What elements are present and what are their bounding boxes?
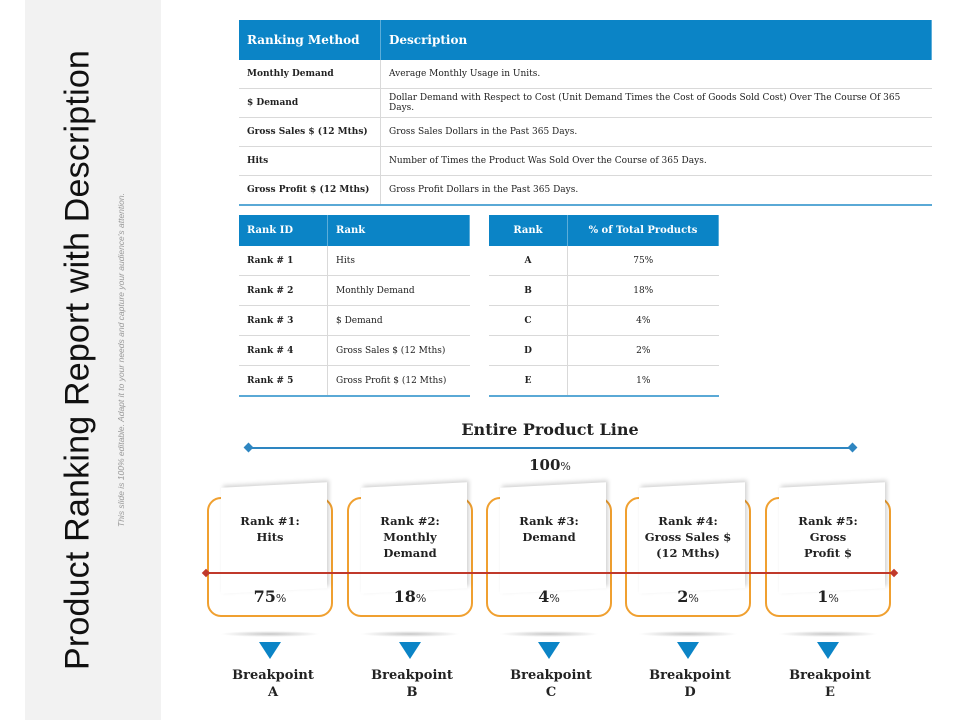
breakpoint-label-d: Breakpoint D bbox=[649, 668, 731, 700]
triangle-down-icon bbox=[399, 642, 421, 659]
slide-subtitle: This slide is 100% editable. Adapt it to your needs and capture your audience's attention. bbox=[116, 193, 126, 527]
header-percent-total: % of Total Products bbox=[568, 215, 719, 246]
breakpoint-label-b: Breakpoint B bbox=[371, 668, 453, 700]
rank-cell: Gross Sales $ (12 Mths) bbox=[328, 336, 470, 366]
table-row bbox=[489, 336, 719, 366]
table-row bbox=[239, 60, 932, 89]
rank-cell: Gross Profit $ (12 Mths) bbox=[328, 366, 470, 397]
header-description: Description bbox=[381, 20, 932, 60]
rank-id-table bbox=[239, 215, 470, 397]
card-rank-label: Rank #5: Gross Profit $ bbox=[798, 514, 858, 560]
percent-total-table bbox=[489, 215, 719, 397]
rank-letter-cell: D bbox=[489, 336, 568, 366]
product-line-total: 100% bbox=[529, 456, 571, 474]
breakpoint-label-a: Breakpoint A bbox=[232, 668, 314, 700]
method-cell: Monthly Demand bbox=[239, 60, 381, 89]
rank-cell: Hits bbox=[328, 246, 470, 276]
percent-cell: 18% bbox=[568, 276, 719, 306]
axis-end-marker bbox=[890, 569, 898, 577]
triangle-down-icon bbox=[538, 642, 560, 659]
rank-card-2 bbox=[347, 497, 473, 617]
rank-cell: Monthly Demand bbox=[328, 276, 470, 306]
product-line-title: Entire Product Line bbox=[461, 420, 639, 439]
rank-id-cell: Rank # 3 bbox=[239, 306, 328, 336]
card-shadow bbox=[220, 631, 320, 637]
table-row bbox=[239, 89, 932, 118]
percent-cell: 75% bbox=[568, 246, 719, 276]
rank-cell: $ Demand bbox=[328, 306, 470, 336]
card-rank-label: Rank #2: Monthly Demand bbox=[380, 514, 440, 560]
card-shadow bbox=[499, 631, 599, 637]
triangle-down-icon bbox=[677, 642, 699, 659]
rank-id-cell: Rank # 4 bbox=[239, 336, 328, 366]
slide-title: Product Ranking Report with Description bbox=[58, 49, 97, 671]
method-cell: Hits bbox=[239, 147, 381, 176]
rank-letter-cell: C bbox=[489, 306, 568, 336]
card-shadow bbox=[638, 631, 738, 637]
card-rank-label: Rank #4: Gross Sales $ (12 Mths) bbox=[644, 514, 732, 560]
percent-cell: 2% bbox=[568, 336, 719, 366]
triangle-down-icon bbox=[259, 642, 281, 659]
breakpoint-label-c: Breakpoint C bbox=[510, 668, 592, 700]
rank-letter-cell: A bbox=[489, 246, 568, 276]
ranking-method-table bbox=[239, 20, 932, 206]
header-rank: Rank bbox=[328, 215, 470, 246]
table-row bbox=[489, 306, 719, 336]
rank-card-5 bbox=[765, 497, 891, 617]
table-row bbox=[239, 366, 470, 397]
breakpoint-axis-line bbox=[206, 572, 894, 574]
table-row bbox=[239, 276, 470, 306]
card-percent: 1% bbox=[817, 587, 839, 606]
breakpoint-label-e: Breakpoint E bbox=[789, 668, 871, 700]
percent-cell: 4% bbox=[568, 306, 719, 336]
table-row bbox=[489, 366, 719, 397]
header-rank-letter: Rank bbox=[489, 215, 568, 246]
header-rank-id: Rank ID bbox=[239, 215, 328, 246]
triangle-down-icon bbox=[817, 642, 839, 659]
rank-id-cell: Rank # 2 bbox=[239, 276, 328, 306]
card-shadow bbox=[778, 631, 878, 637]
rank-letter-cell: B bbox=[489, 276, 568, 306]
card-shadow bbox=[360, 631, 460, 637]
table-row bbox=[239, 176, 932, 206]
description-cell: Average Monthly Usage in Units. bbox=[381, 60, 932, 89]
description-cell: Dollar Demand with Respect to Cost (Unit Demand Times the Cost of Goods Sold Cost) Over The Course Of 365 Days. bbox=[381, 89, 932, 118]
card-percent: 75% bbox=[253, 587, 287, 606]
card-percent: 4% bbox=[538, 587, 560, 606]
table-row bbox=[239, 246, 470, 276]
product-line-span bbox=[249, 447, 852, 449]
span-start-marker bbox=[244, 443, 254, 453]
description-cell: Gross Sales Dollars in the Past 365 Days. bbox=[381, 118, 932, 147]
rank-letter-cell: E bbox=[489, 366, 568, 397]
description-cell: Gross Profit Dollars in the Past 365 Days. bbox=[381, 176, 932, 206]
method-cell: Gross Profit $ (12 Mths) bbox=[239, 176, 381, 206]
rank-id-cell: Rank # 1 bbox=[239, 246, 328, 276]
span-end-marker bbox=[848, 443, 858, 453]
percent-cell: 1% bbox=[568, 366, 719, 397]
card-rank-label: Rank #3: Demand bbox=[519, 514, 579, 544]
table-row bbox=[239, 336, 470, 366]
card-percent: 2% bbox=[677, 587, 699, 606]
table-row bbox=[239, 118, 932, 147]
table-row bbox=[239, 306, 470, 336]
method-cell: $ Demand bbox=[239, 89, 381, 118]
card-rank-label: Rank #1: Hits bbox=[240, 514, 300, 544]
rank-id-cell: Rank # 5 bbox=[239, 366, 328, 397]
description-cell: Number of Times the Product Was Sold Over the Course of 365 Days. bbox=[381, 147, 932, 176]
rank-card-1 bbox=[207, 497, 333, 617]
table-row bbox=[239, 147, 932, 176]
rank-card-3 bbox=[486, 497, 612, 617]
table-row bbox=[489, 246, 719, 276]
rank-card-4 bbox=[625, 497, 751, 617]
table-row bbox=[489, 276, 719, 306]
header-ranking-method: Ranking Method bbox=[239, 20, 381, 60]
method-cell: Gross Sales $ (12 Mths) bbox=[239, 118, 381, 147]
card-percent: 18% bbox=[393, 587, 427, 606]
